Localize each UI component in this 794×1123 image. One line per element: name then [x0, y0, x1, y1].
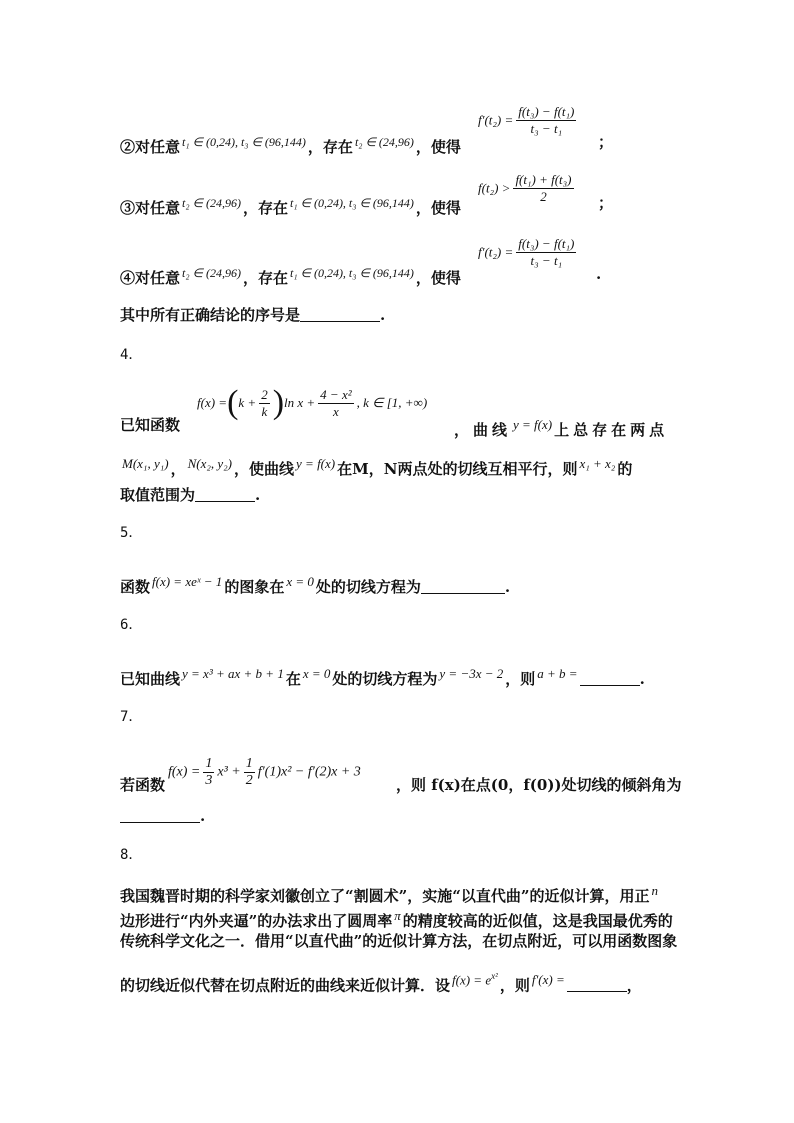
item-3-prefix: ③对任意	[120, 199, 181, 217]
q4-answer-blank[interactable]	[195, 487, 255, 502]
q8-line4-text-a: 的切线近似代替在切点附近的曲线来近似计算．设	[120, 976, 451, 995]
question-number-4: 4．	[120, 347, 143, 363]
q4-text6: 取值范围为	[120, 486, 196, 504]
q8-line3-text: 传统科学文化之一．借用“以直代曲”的近似计算方法，在切点附近，可以用函数图象	[120, 932, 678, 950]
q5-end: .	[504, 578, 511, 596]
q4-lead	[120, 415, 180, 435]
q4-point-n: N(x₂, y₂)	[187, 456, 233, 471]
q4-text3: ，使曲线	[234, 460, 295, 478]
q5-point: x = 0	[286, 574, 314, 589]
answer-blank[interactable]	[300, 307, 380, 322]
q6-text3: ，则	[505, 670, 536, 688]
q4-text4: 在M，N两点处的切线互相平行，则	[337, 460, 578, 478]
item-4-condition-2: t₁ ∈ (0,24), t₃ ∈ (96,144)	[289, 266, 414, 280]
item-2-lhs: f′(t₂) =	[478, 112, 514, 128]
q7-fraction-1	[203, 756, 214, 789]
q8-function	[452, 966, 498, 990]
q4-k-numerator: 2	[261, 386, 268, 402]
item-3-denominator: 2	[540, 189, 547, 204]
q5-answer-blank[interactable]	[421, 579, 505, 594]
q5-text2: 处的切线方程为	[315, 578, 421, 596]
q4-f-lhs: f(x) =	[197, 395, 228, 410]
q5-function: f(x) = xeˣ − 1	[152, 574, 223, 589]
q6-point: x = 0	[302, 666, 331, 681]
item-2	[120, 132, 461, 157]
item-2-formula	[478, 104, 579, 137]
q4-k-denominator: k	[261, 403, 268, 419]
q4-text1: ，曲线	[454, 421, 512, 439]
q7-fraction-1-denominator: 3	[205, 773, 213, 788]
q6-tangent: y = −3x − 2	[439, 666, 504, 681]
q7-text1: ，则 f(x)在点(0，f(0))处切线的倾斜角为	[396, 776, 682, 794]
item-3-condition: t₂ ∈ (24,96)	[182, 196, 241, 210]
q7-f-lhs: f(x) =	[168, 764, 201, 780]
q4-text5: 的	[617, 460, 633, 478]
q7-function-formula	[168, 756, 361, 789]
summary-end: .	[380, 306, 386, 324]
q4-ln-term: ln x +	[284, 395, 316, 410]
q4-x-denominator: x	[333, 403, 339, 419]
q4-curve-2: y = f(x)	[296, 456, 336, 471]
q5-text1: 的图象在	[224, 578, 285, 596]
item-2-condition-2: t₂ ∈ (24,96)	[354, 135, 414, 149]
item-3-numerator: f(t₁) + f(t₃)	[515, 172, 572, 187]
q4-k-fraction	[259, 387, 270, 420]
question-number-8: 8．	[120, 847, 143, 863]
q8-line1-text: 我国魏晋时期的科学家刘徽创立了“割圆术”，实施“以直代曲”的近似计算，用正	[120, 887, 650, 905]
q6-end: .	[639, 670, 645, 688]
q4-line2	[120, 454, 632, 479]
item-3-end: ；	[598, 194, 614, 212]
q6-text2: 处的切线方程为	[332, 670, 438, 688]
q8-function-base: f(x) = e	[452, 972, 492, 988]
summary-text: 其中所有正确结论的序号是	[120, 306, 301, 324]
item-4-mid: ，存在	[242, 269, 288, 287]
item-2-condition: t₁ ∈ (0,24), t₃ ∈ (96,144)	[182, 135, 306, 149]
item-3-condition-2: t₁ ∈ (0,24), t₃ ∈ (96,144)	[289, 196, 414, 210]
q7-fraction-2-numerator: 1	[245, 756, 253, 771]
q4-curve: y = f(x)	[513, 417, 553, 432]
q6-answer-blank[interactable]	[580, 671, 640, 686]
item-3	[120, 193, 461, 218]
q7-lead	[120, 775, 165, 795]
q4-left-paren: (	[227, 384, 239, 421]
item-4-fraction	[516, 236, 576, 269]
q4-x-numerator: 4 − x²	[320, 386, 352, 402]
q8-line4	[120, 966, 642, 995]
q4-end: .	[255, 486, 261, 504]
q4-k-term: k +	[238, 395, 257, 410]
item-4-condition: t₂ ∈ (24,96)	[182, 266, 241, 280]
q8-n-symbol: n	[651, 883, 659, 898]
question-number-7: 7．	[120, 709, 143, 725]
item-4-mid-2: ，使得	[415, 269, 461, 287]
q8-derivative: f′(x) =	[531, 972, 565, 988]
item-4-lhs: f′(t₂) =	[478, 244, 514, 260]
q4-text2: 上总存在两点	[554, 421, 669, 439]
q4-right-paren: )	[272, 384, 285, 421]
q8-line1	[120, 881, 660, 906]
q8-line3	[120, 931, 677, 951]
q4-line1-tail	[454, 415, 668, 440]
item-2-denominator: t₃ − t₁	[530, 121, 563, 136]
item-4-denominator: t₃ − t₁	[530, 253, 563, 268]
q7-term-1: x³ +	[217, 764, 241, 780]
item-4-numerator: f(t₃) − f(t₁)	[518, 236, 575, 251]
q8-function-exponent: x²	[491, 971, 498, 981]
q4-sum: x₁ + x₂	[579, 456, 616, 471]
q8-answer-blank[interactable]	[567, 977, 627, 992]
q8-pi-symbol: π	[394, 908, 401, 923]
q8-line4-text-b: ，则	[499, 976, 530, 995]
q6-text1: 在	[285, 670, 301, 688]
q7-answer-blank[interactable]	[120, 808, 200, 823]
q5-lead: 函数	[120, 578, 151, 596]
item-2-mid-2: ，使得	[415, 138, 461, 156]
q7-line2	[120, 806, 205, 826]
q4-comma: ，	[170, 460, 186, 478]
item-3-lhs: f(t₂) >	[478, 180, 511, 196]
q7-lead-text: 若函数	[120, 776, 166, 794]
item-4-formula	[478, 236, 579, 269]
question-number-6: 6．	[120, 617, 143, 633]
q4-lead-text: 已知函数	[120, 416, 181, 434]
item-3-fraction	[513, 172, 573, 205]
q5-line	[120, 572, 510, 597]
q4-x-fraction	[318, 387, 353, 420]
q7-end: .	[200, 807, 206, 825]
item-4-end: .	[596, 265, 602, 283]
item-2-prefix: ②对任意	[120, 138, 181, 156]
q6-line	[120, 664, 645, 689]
q4-domain: , k ∈ [1, +∞)	[356, 395, 428, 410]
q6-lead: 已知曲线	[120, 670, 181, 688]
q7-fraction-2	[244, 756, 255, 789]
item-4-prefix: ④对任意	[120, 269, 181, 287]
question-number-5: 5．	[120, 525, 143, 541]
q8-end: ，	[626, 976, 642, 995]
q8-line2	[120, 906, 673, 931]
q7-fraction-2-denominator: 2	[245, 773, 253, 788]
item-3-formula	[478, 172, 577, 205]
item-3-mid-2: ，使得	[415, 199, 461, 217]
q6-curve: y = x³ + ax + b + 1	[182, 666, 284, 681]
item-2-fraction	[516, 104, 576, 137]
q4-line3	[120, 485, 260, 505]
item-2-end: ；	[598, 133, 614, 151]
item-2-numerator: f(t₃) − f(t₁)	[518, 104, 575, 119]
item-2-mid: ，存在	[307, 138, 353, 156]
q7-fraction-1-numerator: 1	[205, 756, 213, 771]
item-3-mid: ，存在	[242, 199, 288, 217]
q6-expression: a + b =	[537, 666, 578, 681]
q4-function-formula	[197, 386, 427, 420]
item-4	[120, 263, 461, 288]
q7-line1-tail	[396, 775, 682, 795]
q4-point-m: M(x₁, y₁)	[122, 456, 169, 471]
q8-line2-text-a: 边形进行“内外夹逼”的办法求出了圆周率	[120, 912, 393, 930]
summary-line	[120, 305, 385, 325]
q7-term-2: f′(1)x² − f′(2)x + 3	[257, 764, 361, 780]
q8-line2-text-b: 的精度较高的近似值，这是我国最优秀的	[402, 912, 673, 930]
